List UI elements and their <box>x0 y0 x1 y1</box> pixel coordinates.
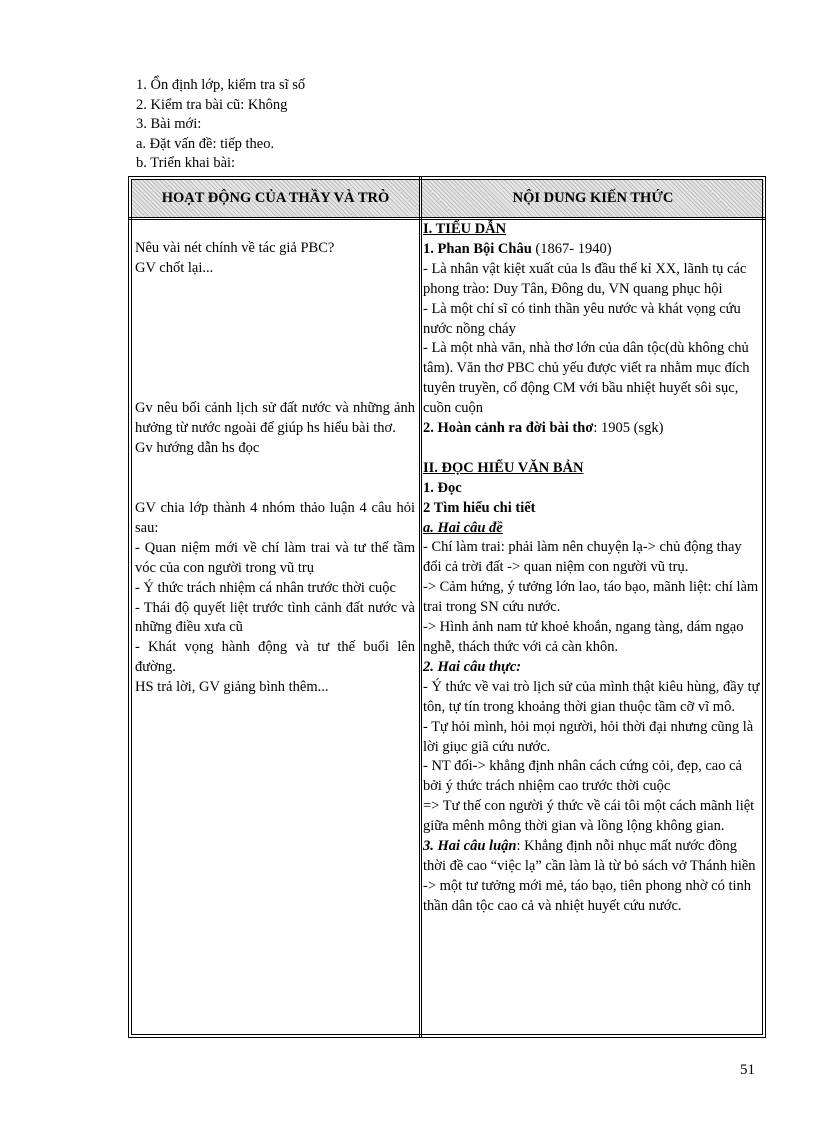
activity-text: Nêu vài nét chính về tác giả PBC? <box>135 240 335 256</box>
activity-text: - Ý thức trách nhiệm cá nhân trước thời cuộc <box>135 579 396 596</box>
header-knowledge-content <box>422 180 764 217</box>
subheading-italic: 2. Hai câu thực: <box>423 658 522 675</box>
content-line <box>423 240 763 260</box>
content-line: - Là một chí sĩ có tinh thần yêu nước và khát vọng cứu nước nồng cháy <box>423 300 741 337</box>
content-line: - Tự hỏi mình, hỏi mọi người, hỏi thời đại nhưng cũng là lời giục giã cứu nước. <box>423 718 754 755</box>
activity-block-discussion <box>135 499 415 698</box>
step-3b: b. Triển khai bài: <box>136 155 236 171</box>
content-line: -> Cảm hứng, ý tưởng lớn lao, táo bạo, mãnh liệt: chí làm trai trong SN cứu nước. <box>423 579 759 616</box>
lesson-table <box>128 176 766 1038</box>
activity-text: - Thái độ quyết liệt trước tình cảnh đất nước và những điều xưa cũ <box>135 599 415 636</box>
activity-text: GV chia lớp thành 4 nhóm thảo luận 4 câu hỏi sau: <box>135 500 415 536</box>
activity-text: Gv nêu bối cảnh lịch sử đất nước và những ảnh hưởng từ nước ngoài để giúp hs hiểu bài thơ. <box>135 400 415 436</box>
section-heading: II. ĐỌC HIỂU VĂN BẢN <box>423 459 584 476</box>
activity-text: HS trả lời, GV giảng bình thêm... <box>135 679 329 696</box>
section-heading: I. TIỂU DẪN <box>423 221 507 237</box>
subheading-italic: 3. Hai câu luận <box>423 838 517 855</box>
content-line: -> Hình ảnh nam tử khoẻ khoắn, ngang tàng, dám ngạo nghễ, thách thức với cả càn khôn. <box>423 619 744 656</box>
activity-text: - Khát vọng hành động và tư thế buổi lên đường. <box>135 639 415 676</box>
header-teacher-student-activity <box>132 180 419 217</box>
years: (1867- 1940) <box>531 240 612 257</box>
content-inline: : Khẳng định nỗi nhục mất nước đồng thời đề cao “việc lạ” cần làm là từ bỏ sách vở Thánh hiền -> một tư tưởng mới mẻ, táo bạo, tiên phong nhờ có tinh thần dân tộc cao cả và nhiệt huyết cứu nước. <box>423 838 756 914</box>
step-2: 2. Kiểm tra bài cũ: Không <box>136 96 288 113</box>
content-line: => Tư thế con người ý thức về cái tôi một cách mãnh liệt giữa mênh mông thời gian và lồng lộng không gian. <box>423 798 755 835</box>
content-line <box>423 837 763 917</box>
step-3: 3. Bài mới: <box>136 116 202 132</box>
step-3a: a. Đặt vấn đề: tiếp theo. <box>136 135 275 152</box>
step-1: 1. Ổn định lớp, kiểm tra sĩ số <box>136 77 306 93</box>
content-line: - NT đối-> khẳng định nhân cách cứng cỏi, đẹp, cao cả bởi ý thức trách nhiệm cao trước thời cuộc <box>423 758 742 795</box>
activity-block-context <box>135 399 415 459</box>
activity-block-author <box>135 239 415 279</box>
activity-text: - Quan niệm mới về chí làm trai và tư thế tầm vóc của con người trong vũ trụ <box>135 539 415 576</box>
content-line: - Là một nhà văn, nhà thơ lớn của dân tộc(dù không chủ tâm). Văn thơ PBC chủ yếu được viết ra nhằm mục đích tuyên truyền, cổ động CM với bầu nhiệt huyết sôi sục, cuồn cuộn <box>423 340 750 417</box>
content-inline: : 1905 (sgk) <box>593 420 664 437</box>
knowledge-content <box>423 220 763 917</box>
header-left-label: HOẠT ĐỘNG CỦA THẦY VÀ TRÒ <box>161 190 390 206</box>
content-line: - Ý thức về vai trò lịch sử của mình thật kiêu hùng, đầy tự tôn, tự tín trong khoảng thời gian thuộc tầm cỡ vĩ mô. <box>423 678 760 715</box>
spacer <box>423 439 763 459</box>
activity-text: Gv hướng dẫn hs đọc <box>135 439 260 456</box>
content-line: - Chí làm trai: phải làm nên chuyện lạ-> chủ động thay đổi cả trời đất -> quan niệm con người vũ trụ. <box>423 539 742 576</box>
column-divider <box>419 177 422 1037</box>
content-line: - Là nhân vật kiệt xuất của ls đầu thế kỉ XX, lãnh tụ các phong trào: Duy Tân, Đông du, VN quang phục hội <box>423 260 747 297</box>
subheading: 1. Phan Bội Châu <box>423 240 532 257</box>
subheading: 2 Tìm hiểu chi tiết <box>423 499 536 516</box>
page-number: 51 <box>740 1062 755 1078</box>
subheading: 1. Đọc <box>423 479 462 496</box>
lesson-steps <box>136 76 305 174</box>
activity-text: GV chốt lại... <box>135 259 214 276</box>
content-line <box>423 419 763 439</box>
subheading-italic: a. Hai câu đề <box>423 519 503 536</box>
subheading: 2. Hoàn cảnh ra đời bài thơ <box>423 420 594 437</box>
header-right-label: NỘI DUNG KIẾN THỨC <box>512 190 674 206</box>
